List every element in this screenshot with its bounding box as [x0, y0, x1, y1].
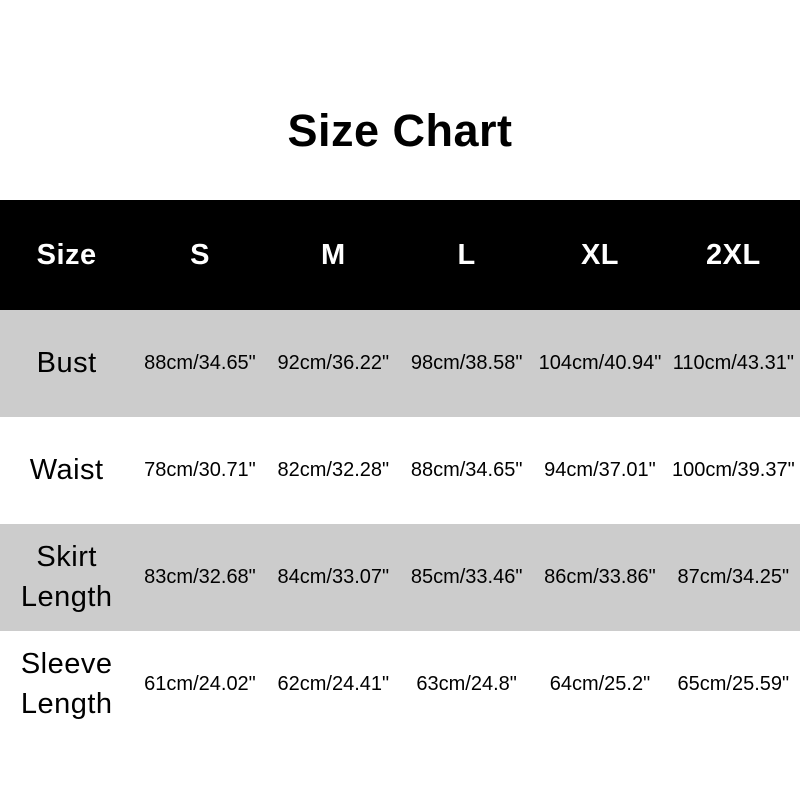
cell-skirt-length-2xl: 87cm/34.25"	[677, 566, 790, 588]
header-cell-size: Size	[36, 238, 97, 271]
row-label-skirt-length: Skirt Length	[20, 541, 113, 613]
size-chart-table	[0, 200, 800, 738]
cell-bust-xl: 104cm/40.94"	[538, 352, 662, 374]
cell-skirt-length-m: 84cm/33.07"	[277, 566, 390, 588]
cell-skirt-length-s: 83cm/32.68"	[144, 566, 256, 588]
table-row-bust	[0, 310, 800, 417]
row-label-sleeve-length: Sleeve Length	[20, 648, 113, 720]
header-cell-l: L	[457, 238, 476, 271]
cell-sleeve-length-s: 61cm/24.02"	[144, 673, 256, 695]
title-area	[0, 0, 800, 200]
cell-waist-s: 78cm/30.71"	[144, 459, 256, 481]
row-label-bust: Bust	[36, 346, 97, 379]
cell-waist-xl: 94cm/37.01"	[544, 459, 656, 481]
cell-skirt-length-l: 85cm/33.46"	[410, 566, 523, 588]
cell-bust-s: 88cm/34.65"	[144, 352, 256, 374]
header-cell-2xl: 2XL	[705, 238, 761, 271]
cell-sleeve-length-m: 62cm/24.41"	[277, 673, 390, 695]
cell-bust-m: 92cm/36.22"	[277, 352, 390, 374]
cell-sleeve-length-xl: 64cm/25.2"	[549, 673, 651, 695]
cell-sleeve-length-l: 63cm/24.8"	[416, 673, 517, 695]
cell-waist-l: 88cm/34.65"	[410, 459, 523, 481]
table-row-waist	[0, 417, 800, 524]
cell-waist-m: 82cm/32.28"	[277, 459, 390, 481]
cell-bust-2xl: 110cm/43.31"	[672, 352, 794, 374]
cell-skirt-length-xl: 86cm/33.86"	[544, 566, 656, 588]
header-cell-xl: XL	[580, 238, 619, 271]
header-cell-m: M	[320, 238, 346, 271]
cell-sleeve-length-2xl: 65cm/25.59"	[677, 673, 790, 695]
size-chart-header-row	[0, 200, 800, 310]
cell-waist-2xl: 100cm/39.37"	[671, 459, 795, 481]
table-row-skirt-length	[0, 524, 800, 631]
page-title: Size Chart	[287, 104, 513, 156]
cell-bust-l: 98cm/38.58"	[410, 352, 523, 374]
header-cell-s: S	[190, 238, 210, 271]
table-row-sleeve-length	[0, 631, 800, 738]
row-label-waist: Waist	[29, 453, 104, 486]
